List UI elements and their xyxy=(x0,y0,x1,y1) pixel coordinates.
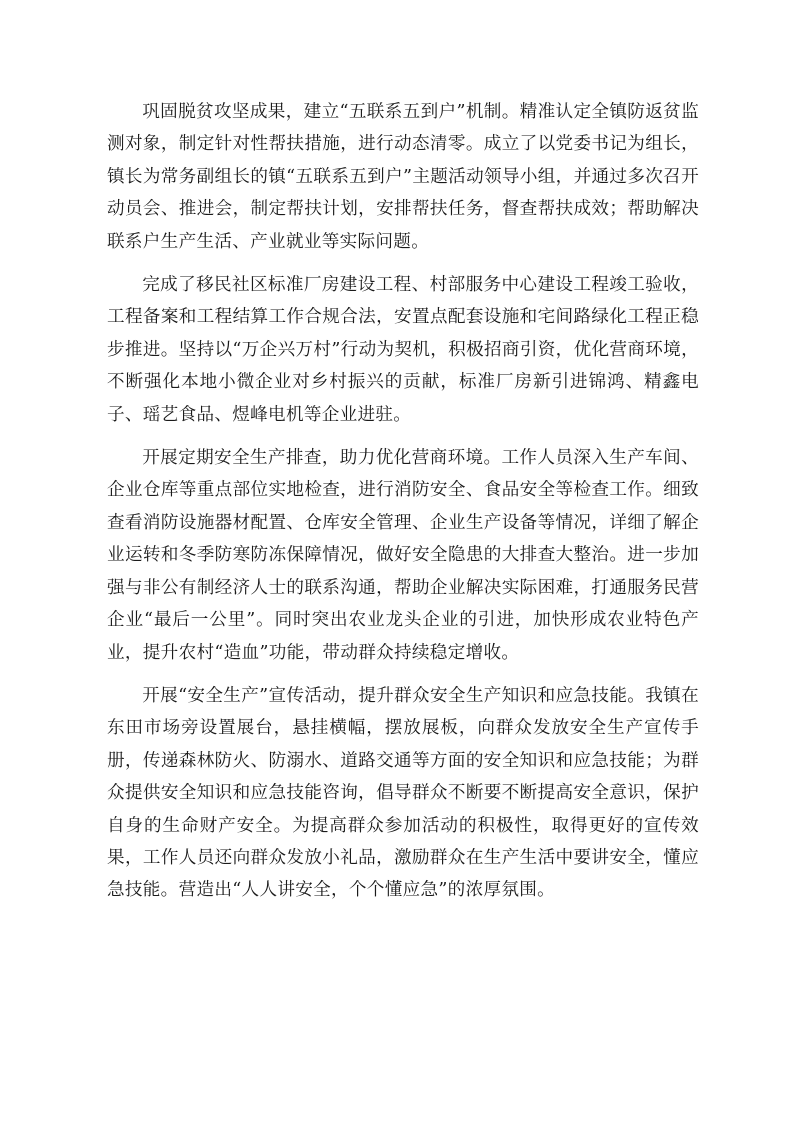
paragraph-safety-inspection: 开展定期安全生产排查，助力优化营商环境。工作人员深入生产车间、企业仓库等重点部位实地检查，进行消防安全、食品安全等检查工作。细致查看消防设施器材配置、仓库安全管理、企业生产设备等情况，详细了解企业运转和冬季防寒防冻保障情况，做好安全隐患的大排查大整治。进一步加强与非公有制经济人士的联系沟通，帮助企业解决实际困难，打通服务民营企业“最后一公里”。同时突出农业龙头企业的引进，加快形成农业特色产业，提升农村“造血”功能，带动群众持续稳定增收。 xyxy=(107,448,699,663)
paragraph-poverty-alleviation: 巩固脱贫攻坚成果，建立“五联系五到户”机制。精准认定全镇防返贫监测对象，制定针对性帮扶措施，进行动态清零。成立了以党委书记为组长，镇长为常务副组长的镇“五联系五到户”主题活动领导小组，并通过多次召开动员会、推进会，制定帮扶计划，安排帮扶任务，督查帮扶成效；帮助解决联系户生产生活、产业就业等实际问题。 xyxy=(107,102,699,252)
document-page xyxy=(107,96,699,918)
paragraph-safety-campaign: 开展“安全生产”宣传活动，提升群众安全生产知识和应急技能。我镇在东田市场旁设置展台，悬挂横幅，摆放展板，向群众发放安全生产宣传手册，传递森林防火、防溺水、道路交通等方面的安全知识和应急技能；为群众提供安全知识和应急技能咨询，倡导群众不断要不断提高安全意识，保护自身的生命财产安全。为提高群众参加活动的积极性，取得更好的宣传效果，工作人员还向群众发放小礼品，激励群众在生产生活中要讲安全，懂应急技能。营造出“人人讲安全，个个懂应急”的浓厚氛围。 xyxy=(107,685,699,901)
paragraph-community-construction: 完成了移民社区标准厂房建设工程、村部服务中心建设工程竣工验收，工程备案和工程结算工作合规合法，安置点配套设施和宅间路绿化工程正稳步推进。坚持以“万企兴万村”行动为契机，积极招商引资，优化营商环境，不断强化本地小微企业对乡村振兴的贡献，标准厂房新引进锦鸿、精鑫电子、瑶艺食品、煜峰电机等企业进驻。 xyxy=(107,275,699,425)
